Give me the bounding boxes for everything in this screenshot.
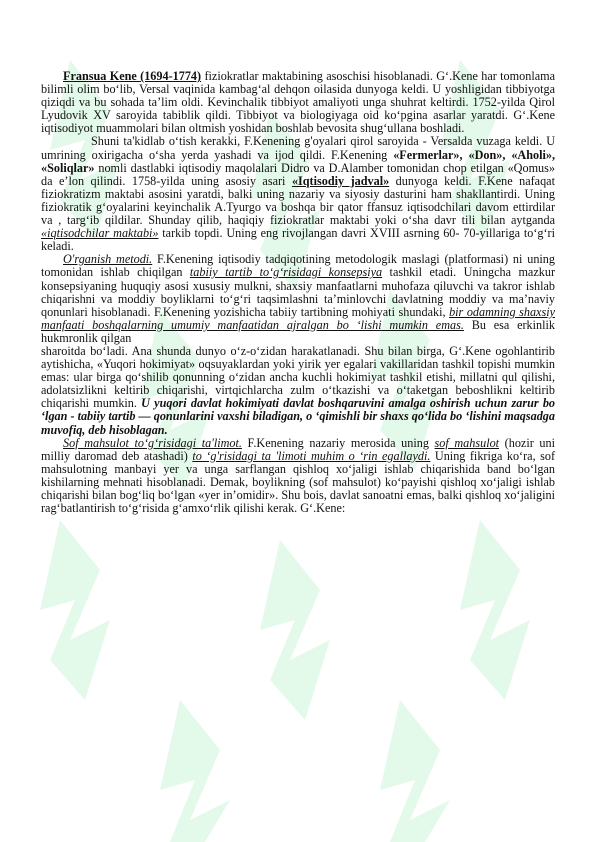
natural-order-essence: bir odamning shaxsiy manfaati boshqalarning umumiy manfaatidan ajralgan bo ‘lishi mumkin emas. — [41, 304, 555, 332]
paragraph-text: fiziokratlar maktabining asoschisi hisoblanadi. G‘.Kene har tomonlama bilimli olim bo‘lib, Versal vaqinida kambag‘al dehqon oilasida dunyoga keldi. U yoshligidan tibbiyotga qiziqdi va bu sohada ta’lim oldi. Kevinchalik tibbiyot amaliyoti unga shuhrat keltirdi. 1752-yilda Qirol Lyudovik XV saroyida tabiblik qildi. Tibbiyot va biologiyaga oid ko‘pgina asarlar yaratdi. G‘.Kene iqtisodiyot muammolari bilan oltmish yoshidan boshlab bevosita shug‘ullana boshladi. — [41, 69, 556, 136]
net-product-term: sof mahsulot — [434, 435, 500, 450]
paragraph-supreme-power — [41, 345, 555, 437]
section-heading-net-product: Sof mahsulot to‘g‘risidagi ta'limot. — [63, 435, 242, 450]
section-heading-method: O'rganish metodi. — [63, 252, 153, 267]
paragraph-kene-biography — [41, 70, 555, 135]
paragraph-text: Bu esa erkinlik hukmronlik qilgan — [41, 317, 556, 345]
net-product-doctrine: to ‘g'risidagi ta 'limoti muhim o ‘rin egallaydi. — [192, 448, 431, 463]
school-name: «iqtisodchilar maktabi» — [41, 226, 159, 241]
paragraph-text: tarkib topdi. Uning eng rivojlangan davri XVIII asrning 60- 70-yillariga to‘g‘ri keladi. — [41, 226, 555, 254]
article-titles: «Fermerlar», «Don», «Aholi», «Soliqlar» — [41, 147, 555, 175]
paragraph-text: tashkil etadi. Uningcha mazkur konsepsiyaning huquqiy asosi xususiy mulkni, shaxsiy manfaatlarni muhofaza qiluvchi va takror ishlab chiqarishni va moddiy boyliklarni to‘g‘ri taqsimlashni ta’minlovchi davlatning moddiy va ma’naviy qonunlari hisoblanadi. F.Kenening yozishicha tabiiy tartibning mohiyati shundaki, — [41, 265, 555, 319]
supreme-power-statement: U yuqori davlat hokimiyati davlat boshqaruvini amalga oshirish uchun zarur bo ‘lgan - tabiiy tartib — qonunlarini vaxshi biladigan, o ‘qimishli bir shaxs qo‘lida bo ‘lishini maqsadga muvofiq, deb hisoblagan. — [41, 396, 556, 437]
paragraph-text: sharoitda bo‘ladi. Ana shunda dunyo o‘z-o‘zidan harakatlanadi. Shu bilan birga, G‘.Kene ogohlantirib aytishicha, «Yuqori hokimiyat» oqsuyaklardan yoki yirik yer egalari vakillaridan tashkil topishi mumkin emas: ular birga qo‘shilib qonunning o‘zidan ancha kuchli hokimiyat tashkil etishi, millatni qul qilishi, adolatsizlikni keltirib chiqarishi, virtqichlarcha zulm o‘tkazishi va o‘taketgan beboshlikni keltirib chiqarishi mumkin. — [41, 343, 555, 411]
paragraph-net-product — [41, 437, 555, 516]
paragraph-text: Shuni ta'kidlab o‘tish kerakki, F.Kenening g'oyalari qirol saroyida - Versalda vuzaga keldi. U umrining oxirigacha o‘sha yerda yashadi va ijod qildi. F.Kenening — [41, 134, 555, 162]
main-work-title: «Iqtisodiy jadval» — [291, 173, 390, 188]
paragraph-text: F.Kenening iqtisodiy tadqiqotining metodologik maslagi (platformasi) ni uning tomonidan ishlab chiqilgan — [41, 252, 555, 280]
watermark-mark — [460, 520, 530, 700]
paragraph-text: (hozir uni milliy daromad deb atashadi) — [41, 435, 555, 463]
watermark-mark — [260, 540, 330, 720]
paragraph-research-method — [41, 253, 555, 345]
watermark-mark — [380, 700, 450, 842]
paragraph-text: Uning fikriga ko‘ra, sof mahsulotning manbayi yer va unga sarflangan qishloq xo‘jaligi ishlab chiqarishida band bo‘lgan kishilarning mehnati hisoblanadi. Demak, boylikning (sof mahsulot) ko‘payishi qishloq xo‘jaligi ishlab chiqarishi bilan bog‘liq bo‘lgan «yer in’omidir». Shu bois, davlat sanoatni emas, balki qishloq xo‘jaligini rag‘batlantirish to‘g‘risida g‘amxo‘rlik qilishi kerak. G‘.Kene: — [41, 448, 556, 516]
author-heading: Fransua Kene (1694-1774) — [63, 69, 202, 83]
watermark-mark — [40, 520, 110, 700]
natural-order-concept: tabiiy tartib to‘g‘risidagi konsepsiya — [189, 265, 383, 280]
paragraph-text: dunyoga keldi. F.Kene nafaqat fiziokratizm maktabi asosini yaratdi, balki uning nazariy va siyosiy dasturini ham shakllantirdi. Uning fiziokratik g‘oyalarini keyinchalik A.Tyurgo va boshqa bir qator ffansuz iqtisodchilari davom ettirdilar va , targ‘ib qildilar. Shunday qilib, haqiqiy fiziokratlar maktabi yoki o‘sha davr tili bilan aytganda — [41, 173, 555, 228]
paragraph-versal-ideas — [41, 135, 555, 253]
document-body — [41, 70, 555, 515]
paragraph-text: nomli dastlabki iqtisodiy maqolalari Didro va D.Alamber tomonidan chop etilgan «Qomus» da e’lon qilindi. 1758-yilda uning asosiy asari — [41, 160, 555, 188]
paragraph-text: F.Kenening nazariy merosida uning — [241, 435, 435, 450]
watermark-mark — [160, 700, 230, 842]
